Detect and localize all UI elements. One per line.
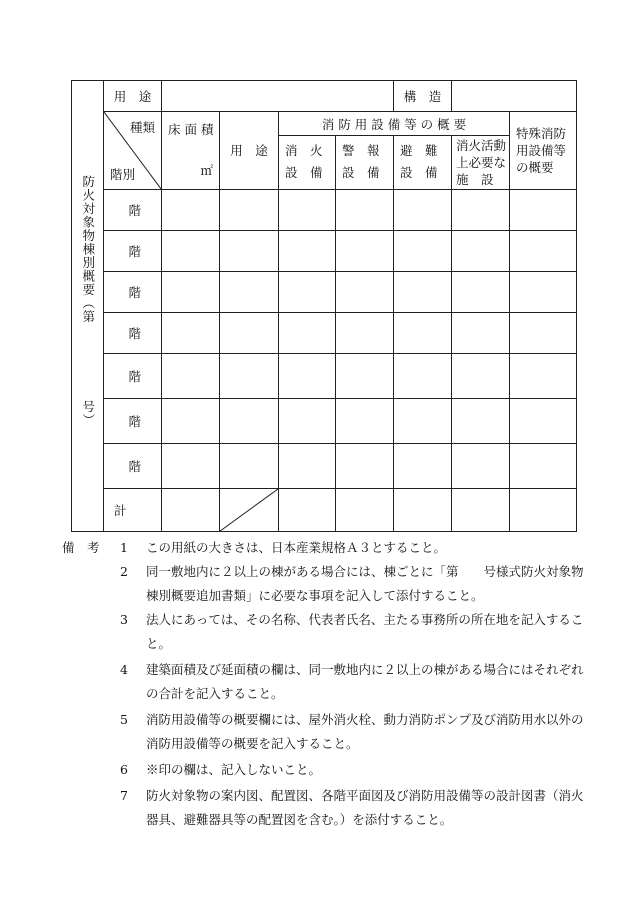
evac-line-2: 設 備 <box>400 165 438 181</box>
total-label: 計 <box>104 488 162 531</box>
cell[interactable] <box>336 312 394 353</box>
kind-floor-header <box>104 111 162 189</box>
table-row <box>72 230 577 271</box>
cell[interactable] <box>452 230 510 271</box>
total-row <box>72 488 577 531</box>
cell[interactable] <box>279 271 336 312</box>
cell[interactable] <box>394 398 452 443</box>
table-row <box>72 443 577 488</box>
cell[interactable] <box>279 398 336 443</box>
kind-label: 種類 <box>129 119 155 135</box>
extinguish-header <box>279 136 336 189</box>
cell[interactable] <box>394 488 452 531</box>
cell[interactable] <box>336 353 394 398</box>
table-row <box>72 189 577 230</box>
cell[interactable] <box>394 312 452 353</box>
cell[interactable] <box>452 189 510 230</box>
cell[interactable] <box>394 230 452 271</box>
cell[interactable] <box>220 353 279 398</box>
note-number: 2 <box>120 564 128 579</box>
equipment-header: 消 防 用 設 備 等 の 概 要 <box>279 111 510 136</box>
cell[interactable] <box>279 353 336 398</box>
special-line-2: 用設備等 <box>516 142 567 158</box>
cell[interactable] <box>162 271 220 312</box>
side-title-suffix: 号） <box>80 399 96 427</box>
firefight-line-1: 消火活動 <box>456 137 507 153</box>
cell[interactable] <box>510 312 577 353</box>
use-col-header: 用 途 <box>220 111 279 189</box>
table-row <box>72 312 577 353</box>
cell[interactable] <box>394 271 452 312</box>
special-line-1: 特殊消防 <box>516 125 567 141</box>
cell[interactable] <box>336 398 394 443</box>
cell[interactable] <box>394 189 452 230</box>
notes-header: 備 考 <box>62 540 100 555</box>
table-row <box>72 271 577 312</box>
cell[interactable] <box>336 230 394 271</box>
note-text: 同一敷地内に２以上の棟がある場合には、棟ごとに「第 号様式防火対象物棟別概要追加書類」に必要な事項を記入して添付すること。 <box>146 564 584 603</box>
firefight-line-2: 上必要な <box>456 154 507 170</box>
side-title-cell <box>72 81 104 532</box>
extinguish-line-1: 消 火 <box>285 143 323 159</box>
use-label: 用 途 <box>104 81 162 112</box>
cell[interactable] <box>336 189 394 230</box>
cell[interactable] <box>510 488 577 531</box>
firefight-line-3: 施 設 <box>456 171 494 187</box>
cell[interactable] <box>452 443 510 488</box>
cell[interactable] <box>279 189 336 230</box>
floor-unit: 階 <box>104 443 162 488</box>
cell[interactable] <box>510 398 577 443</box>
cell[interactable] <box>220 443 279 488</box>
total-use-cell <box>220 488 279 531</box>
note-number: 6 <box>120 762 128 777</box>
total-area-cell[interactable] <box>162 488 220 531</box>
cell[interactable] <box>279 488 336 531</box>
cell[interactable] <box>336 443 394 488</box>
cell[interactable] <box>452 271 510 312</box>
table-row <box>72 353 577 398</box>
floor-unit: 階 <box>104 312 162 353</box>
cell[interactable] <box>510 271 577 312</box>
floor-area-label: 床 面 積 <box>168 121 214 137</box>
cell[interactable] <box>220 398 279 443</box>
cell[interactable] <box>162 398 220 443</box>
use-input[interactable] <box>162 81 394 112</box>
floor-unit: 階 <box>104 230 162 271</box>
note-number: 3 <box>120 612 128 627</box>
cell[interactable] <box>220 271 279 312</box>
table-row <box>72 398 577 443</box>
diagonal-line <box>220 489 278 531</box>
cell[interactable] <box>220 312 279 353</box>
cell[interactable] <box>162 353 220 398</box>
evac-line-1: 避 難 <box>400 143 438 159</box>
floor-unit: 階 <box>104 189 162 230</box>
cell[interactable] <box>452 488 510 531</box>
cell[interactable] <box>162 230 220 271</box>
alarm-line-2: 設 備 <box>342 165 380 181</box>
note-text: この用紙の大きさは、日本産業規格Ａ３とすること。 <box>146 540 447 555</box>
cell[interactable] <box>510 443 577 488</box>
note-number: 7 <box>120 788 128 803</box>
alarm-header <box>336 136 394 189</box>
cell[interactable] <box>452 353 510 398</box>
cell[interactable] <box>452 312 510 353</box>
cell[interactable] <box>220 189 279 230</box>
cell[interactable] <box>279 443 336 488</box>
floor-label: 階別 <box>110 166 136 182</box>
cell[interactable] <box>162 443 220 488</box>
note-number: 4 <box>120 662 128 677</box>
floor-unit: 階 <box>104 398 162 443</box>
cell[interactable] <box>279 312 336 353</box>
cell[interactable] <box>510 353 577 398</box>
note-text: ※印の欄は、記入しないこと。 <box>146 762 322 777</box>
cell[interactable] <box>336 271 394 312</box>
note-text: 建築面積及び延面積の欄は、同一敷地内に２以上の棟がある場合にはそれぞれの合計を記入すること。 <box>146 662 584 701</box>
evac-header <box>394 136 452 189</box>
firefight-header <box>452 136 510 189</box>
note-text: 法人にあっては、その名称、代表者氏名、主たる事務所の所在地を記入すること。 <box>146 612 584 651</box>
note-number: 5 <box>120 712 128 727</box>
special-line-3: の概要 <box>516 159 554 175</box>
cell[interactable] <box>394 443 452 488</box>
structure-input[interactable] <box>452 81 577 112</box>
note-text: 防火対象物の案内図、配置図、各階平面図及び消防用設備等の設計図書（消火器具、避難器具等の配置図を含む。）を添付すること。 <box>146 788 584 827</box>
cell[interactable] <box>452 398 510 443</box>
structure-label: 構 造 <box>394 81 452 112</box>
cell[interactable] <box>162 189 220 230</box>
alarm-line-1: 警 報 <box>342 143 380 159</box>
special-header <box>510 111 577 189</box>
cell[interactable] <box>510 189 577 230</box>
floor-area-header <box>162 111 220 189</box>
cell[interactable] <box>510 230 577 271</box>
floor-unit: 階 <box>104 353 162 398</box>
note-text: 消防用設備等の概要欄には、屋外消火栓、動力消防ポンプ及び消防用水以外の消防用設備等の概要を記入すること。 <box>146 712 584 751</box>
note-number: 1 <box>120 540 128 555</box>
building-summary-table <box>71 80 577 532</box>
cell[interactable] <box>279 230 336 271</box>
cell[interactable] <box>394 353 452 398</box>
cell[interactable] <box>336 488 394 531</box>
cell[interactable] <box>162 312 220 353</box>
extinguish-line-2: 設 備 <box>285 165 323 181</box>
side-title: 防火対象物棟別概要（第 <box>80 175 96 324</box>
floor-area-unit: ㎡ <box>200 162 213 178</box>
cell[interactable] <box>220 230 279 271</box>
floor-unit: 階 <box>104 271 162 312</box>
